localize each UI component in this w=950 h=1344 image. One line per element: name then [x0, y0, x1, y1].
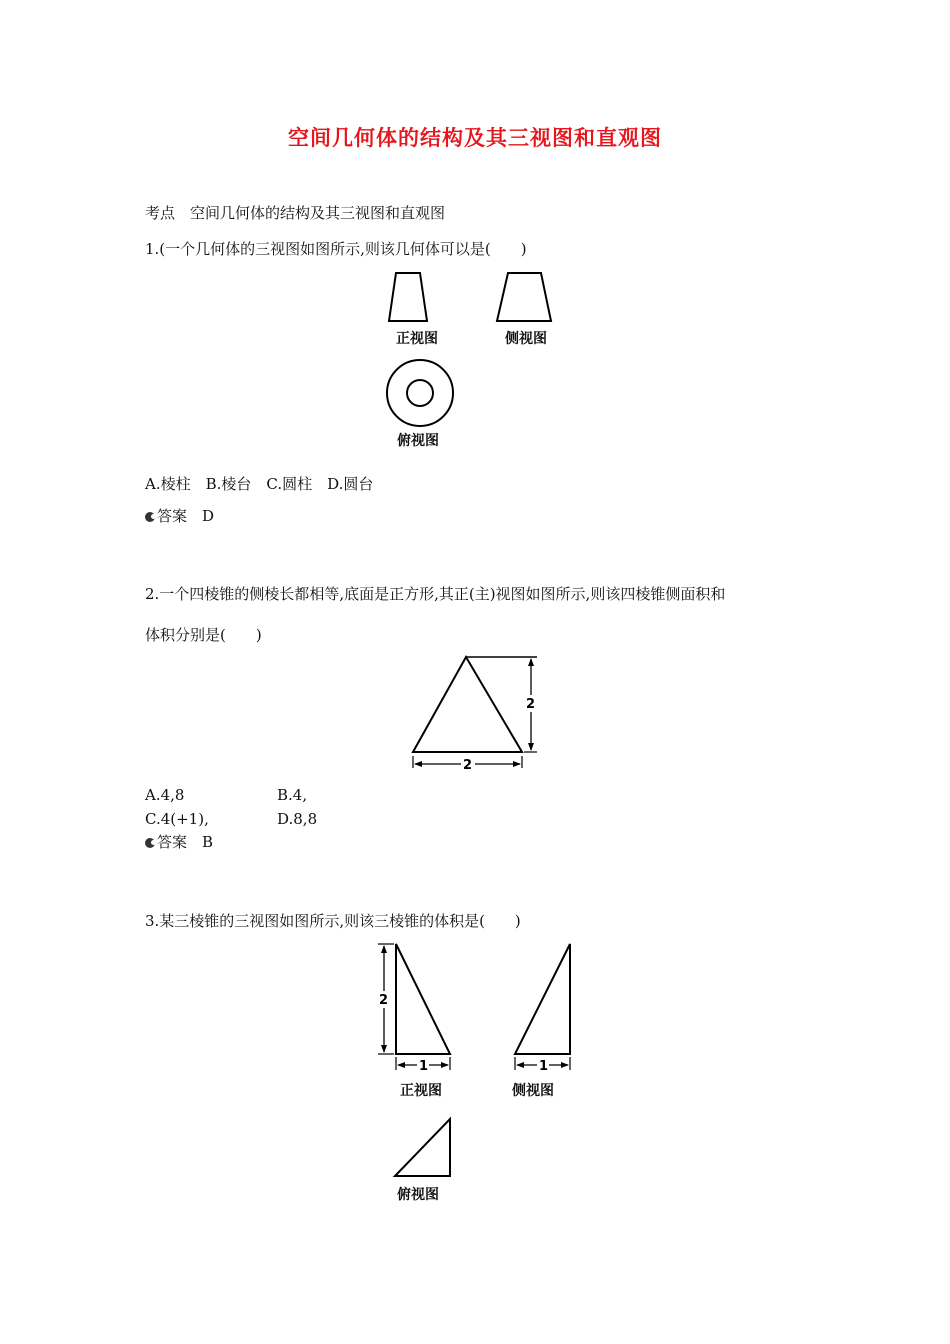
q1-answer-value: D — [202, 507, 215, 525]
section-heading: 考点 空间几何体的结构及其三视图和直观图 — [145, 204, 446, 222]
q3-side-view — [505, 938, 585, 1078]
q2-option-a: A.4,8 — [145, 786, 185, 804]
q2-option-b: B.4, — [277, 786, 308, 804]
q1-options: A.棱柱 B.棱台 C.圆柱 D.圆台 — [145, 475, 374, 493]
q3-front-base-label: 1 — [419, 1059, 429, 1074]
q1-side-view — [490, 270, 570, 325]
q1-top-label: 俯视图 — [397, 433, 439, 449]
q2-front-view — [405, 650, 545, 775]
answer-icon — [145, 512, 155, 522]
q2-stem-line1: 2.一个四棱锥的侧棱长都相等,底面是正方形,其正(主)视图如图所示,则该四棱锥侧面积和 — [145, 585, 726, 603]
answer-icon — [145, 838, 155, 848]
q1-stem: 1.(一个几何体的三视图如图所示,则该几何体可以是( ) — [145, 240, 527, 258]
q3-stem: 3.某三棱锥的三视图如图所示,则该三棱锥的体积是( ) — [145, 912, 521, 930]
q2-option-d: D.8,8 — [277, 810, 318, 828]
q2-option-c: C.4(+1), — [145, 810, 209, 828]
q2-answer-value: B — [202, 833, 214, 851]
q3-front-view — [372, 938, 462, 1078]
q1-front-view — [380, 270, 440, 325]
q1-top-view — [384, 358, 456, 430]
q3-top-view — [390, 1115, 460, 1180]
q3-height-label: 2 — [379, 993, 389, 1008]
q3-side-label: 侧视图 — [512, 1083, 554, 1099]
q1-answer-label: 答案 — [157, 507, 188, 525]
q2-answer-label: 答案 — [157, 833, 188, 851]
q3-top-label: 俯视图 — [397, 1187, 439, 1203]
q3-front-label: 正视图 — [400, 1083, 442, 1099]
page-title: 空间几何体的结构及其三视图和直观图 — [288, 125, 662, 150]
q2-stem-line2: 体积分别是( ) — [145, 626, 262, 644]
q3-side-base-label: 1 — [539, 1059, 549, 1074]
q1-side-label: 侧视图 — [505, 331, 547, 347]
q1-answer — [145, 505, 214, 526]
q2-answer — [145, 831, 213, 852]
q2-height-label: 2 — [526, 697, 536, 712]
q2-base-label: 2 — [463, 758, 473, 773]
q1-front-label: 正视图 — [396, 331, 438, 347]
